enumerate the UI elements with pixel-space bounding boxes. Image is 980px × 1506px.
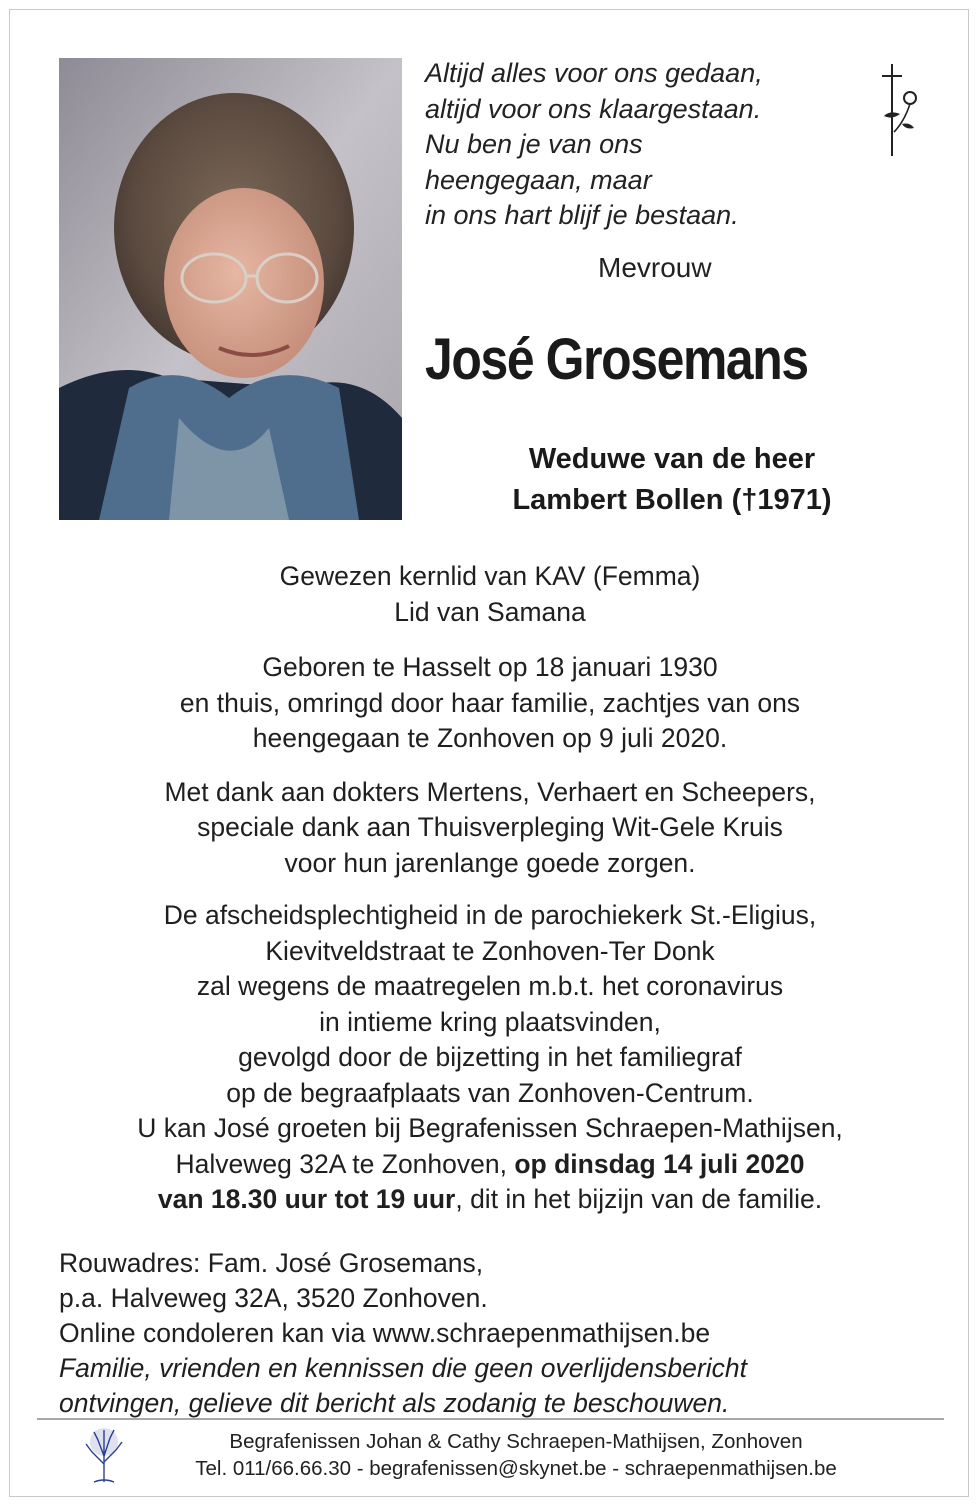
ceremony-line: De afscheidsplechtigheid in de parochiekerk St.-Eligius, [163, 900, 817, 930]
condolence-line: Online condoleren kan via www.schraepenmathijsen.be [59, 1318, 711, 1348]
thanks-line: Met dank aan dokters Mertens, Verhaert en Scheepers, [164, 776, 816, 807]
visitation-time-line [40, 1182, 940, 1218]
salutation: Mevrouw [598, 252, 712, 283]
membership-line: Lid van Samana [394, 596, 586, 627]
ceremony-line: gevolgd door de bijzetting in het familiegraf [238, 1042, 742, 1072]
poem-line: Altijd alles voor ons gedaan, [425, 58, 763, 88]
birth-death-line: Geboren te Hasselt op 18 januari 1930 [262, 652, 718, 682]
poem-line: in ons hart blijf je bestaan. [425, 200, 739, 230]
deceased-name: José Grosemans [425, 327, 808, 392]
tree-logo-icon [80, 1424, 128, 1484]
widow-line: Lambert Bollen (†1971) [512, 484, 832, 516]
ceremony-line: in intieme kring plaatsvinden, [319, 1006, 661, 1037]
visit-date: op dinsdag 14 juli 2020 [514, 1148, 805, 1179]
membership-line: Gewezen kernlid van KAV (Femma) [279, 561, 701, 591]
thanks-line: speciale dank aan Thuisverpleging Wit-Gele Kruis [197, 812, 783, 842]
visitation-line [40, 1147, 940, 1183]
footer-line: Begrafenissen Johan & Cathy Schraepen-Mathijsen, Zonhoven [229, 1430, 803, 1453]
notice-note: Familie, vrienden en kennissen die geen overlijdensbericht [59, 1353, 747, 1383]
footer-divider [37, 1418, 944, 1420]
visit-place: Halveweg 32A te Zonhoven, [175, 1148, 515, 1179]
visit-suffix: , dit in het bijzijn van de familie. [455, 1184, 823, 1214]
birth-death-line: heengegaan te Zonhoven op 9 juli 2020. [252, 723, 728, 753]
widow-of [402, 439, 942, 521]
memorial-poem [425, 56, 865, 234]
announcement-body [40, 559, 940, 1218]
poem-line: Nu ben je van ons [425, 129, 643, 159]
footer-contact-line: Tel. 011/66.66.30 - begrafenissen@skynet.be - schraepenmathijsen.be [195, 1457, 837, 1480]
ceremony-line: U kan José groeten bij Begrafenissen Schraepen-Mathijsen, [137, 1113, 843, 1143]
funeral-home-footer [132, 1428, 900, 1482]
visit-time: van 18.30 uur tot 19 uur [157, 1184, 456, 1214]
widow-line: Weduwe van de heer [528, 443, 816, 475]
ceremony-line: op de begraafplaats van Zonhoven-Centrum. [226, 1077, 754, 1108]
address-line: p.a. Halveweg 32A, 3520 Zonhoven. [59, 1283, 488, 1313]
ceremony-line: zal wegens de maatregelen m.b.t. het coronavirus [196, 971, 784, 1001]
thanks-line: voor hun jarenlange goede zorgen. [284, 847, 696, 878]
cross-with-rose-icon [870, 62, 920, 158]
address-line: Rouwadres: Fam. José Grosemans, [59, 1248, 484, 1278]
notice-note: ontvingen, gelieve dit bericht als zodanig te beschouwen. [59, 1388, 730, 1418]
poem-line: heengegaan, maar [425, 164, 652, 195]
mourning-address [59, 1246, 939, 1421]
birth-death-line: en thuis, omringd door haar familie, zachtjes van ons [179, 687, 801, 718]
poem-line: altijd voor ons klaargestaan. [425, 93, 762, 124]
portrait-photo [59, 58, 402, 520]
ceremony-line: Kievitveldstraat te Zonhoven-Ter Donk [265, 935, 715, 966]
